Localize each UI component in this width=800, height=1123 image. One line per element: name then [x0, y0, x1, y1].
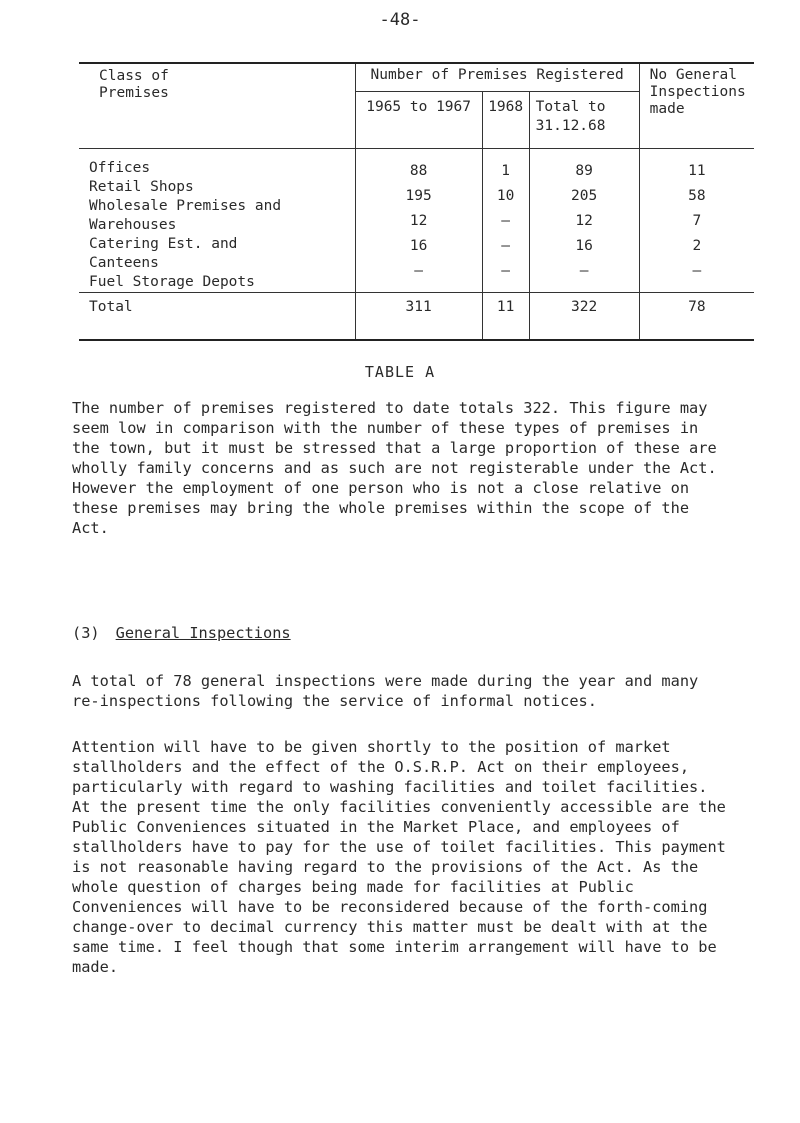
row-label: Wholesale Premises and [89, 198, 282, 214]
total-inspections: 78 [639, 293, 754, 341]
header-1968: 1968 [482, 92, 529, 149]
cell-value: 195 [405, 188, 432, 204]
cell-value: 7 [692, 213, 702, 229]
section-heading [72, 624, 291, 642]
row-label: Offices [89, 160, 151, 176]
paragraph-registered-premises: The number of premises registered to date totals 322. This figure may seem low in comparison with the number of these types of premises in the town, but it must be stressed that a large proportion of these are wholly family concerns and as such are not registerable under the Act. However the employment of one person who is not a close relative on these premises may bring the whole premises within the scope of the Act. [72, 399, 717, 537]
cell-value: 205 [571, 188, 598, 204]
table-caption: TABLE A [364, 363, 436, 381]
row-label: Fuel Storage Depots [89, 274, 255, 290]
cell-value: 12 [409, 213, 428, 229]
cell-value: 1 [501, 163, 511, 179]
cell-value: – [414, 263, 423, 279]
cell-value: – [501, 263, 511, 279]
header-insp-line-3: made [649, 101, 685, 117]
total-to-date: 322 [529, 293, 639, 341]
table-total-row [79, 293, 754, 341]
premises-class-list [79, 149, 355, 293]
header-class-of-premises [79, 63, 355, 149]
section-number: (3) [72, 624, 100, 642]
cell-value: 2 [692, 238, 702, 254]
cell-value: 11 [688, 163, 706, 179]
header-1965-1967: 1965 to 1967 [355, 92, 482, 149]
row-label: Canteens [89, 255, 159, 271]
row-label: Catering Est. and [89, 236, 238, 252]
total-label: Total [79, 293, 355, 341]
cell-value: 16 [575, 238, 593, 254]
section-title: General Inspections [115, 624, 291, 642]
paragraph-general-inspections: A total of 78 general inspections were made during the year and many re-inspections following the service of informal notices. [72, 672, 699, 710]
cell-value: 10 [496, 188, 515, 204]
header-class-line-2: Premises [99, 85, 169, 101]
column-1965-1967 [355, 149, 482, 293]
paragraph-market-stallholders: Attention will have to be given shortly to the position of market stallholders and the effect of the O.S.R.P. Act on their employees, particularly with regard to washing facilities and toilet facilities. At the present time the only facilities conveniently accessible are the Public Conveniences situated in the Market Place, and employees of stallholders have to pay for the use of toilet facilities. This payment is not reasonable having regard to the provisions of the Act. As the whole question of charges being made for facilities at Public Conveniences will have to be reconsidered because of the forth-coming change-over to decimal currency this matter must be dealt with at the same time. I feel though that some interim arrangement will have to be made. [72, 738, 726, 976]
header-insp-line-2: Inspections [649, 84, 746, 100]
cell-value: 12 [575, 213, 593, 229]
cell-value: – [501, 213, 511, 229]
header-total-line-1: Total to [535, 99, 606, 115]
cell-value: 88 [409, 163, 428, 179]
total-1965-1967: 311 [355, 293, 482, 341]
column-total [529, 149, 639, 293]
header-insp-line-1: No General [649, 67, 737, 83]
column-1968 [482, 149, 529, 293]
header-total-line-2: 31.12.68 [535, 118, 606, 134]
cell-value: – [501, 238, 511, 254]
cell-value: 58 [688, 188, 706, 204]
total-1968: 11 [482, 293, 529, 341]
cell-value: 16 [409, 238, 428, 254]
cell-value: – [579, 263, 589, 279]
table-header-row [79, 63, 754, 92]
header-inspections [639, 63, 754, 149]
table-body [79, 149, 754, 293]
header-number-registered: Number of Premises Registered [355, 63, 639, 92]
page-number: -48- [379, 10, 421, 30]
row-label: Warehouses [89, 217, 177, 233]
cell-value: – [692, 263, 702, 279]
cell-value: 89 [575, 163, 593, 179]
header-class-line-1: Class of [99, 68, 169, 84]
row-label: Retail Shops [89, 179, 194, 195]
column-inspections [639, 149, 754, 293]
header-total-to [529, 92, 639, 149]
premises-table [79, 62, 754, 341]
